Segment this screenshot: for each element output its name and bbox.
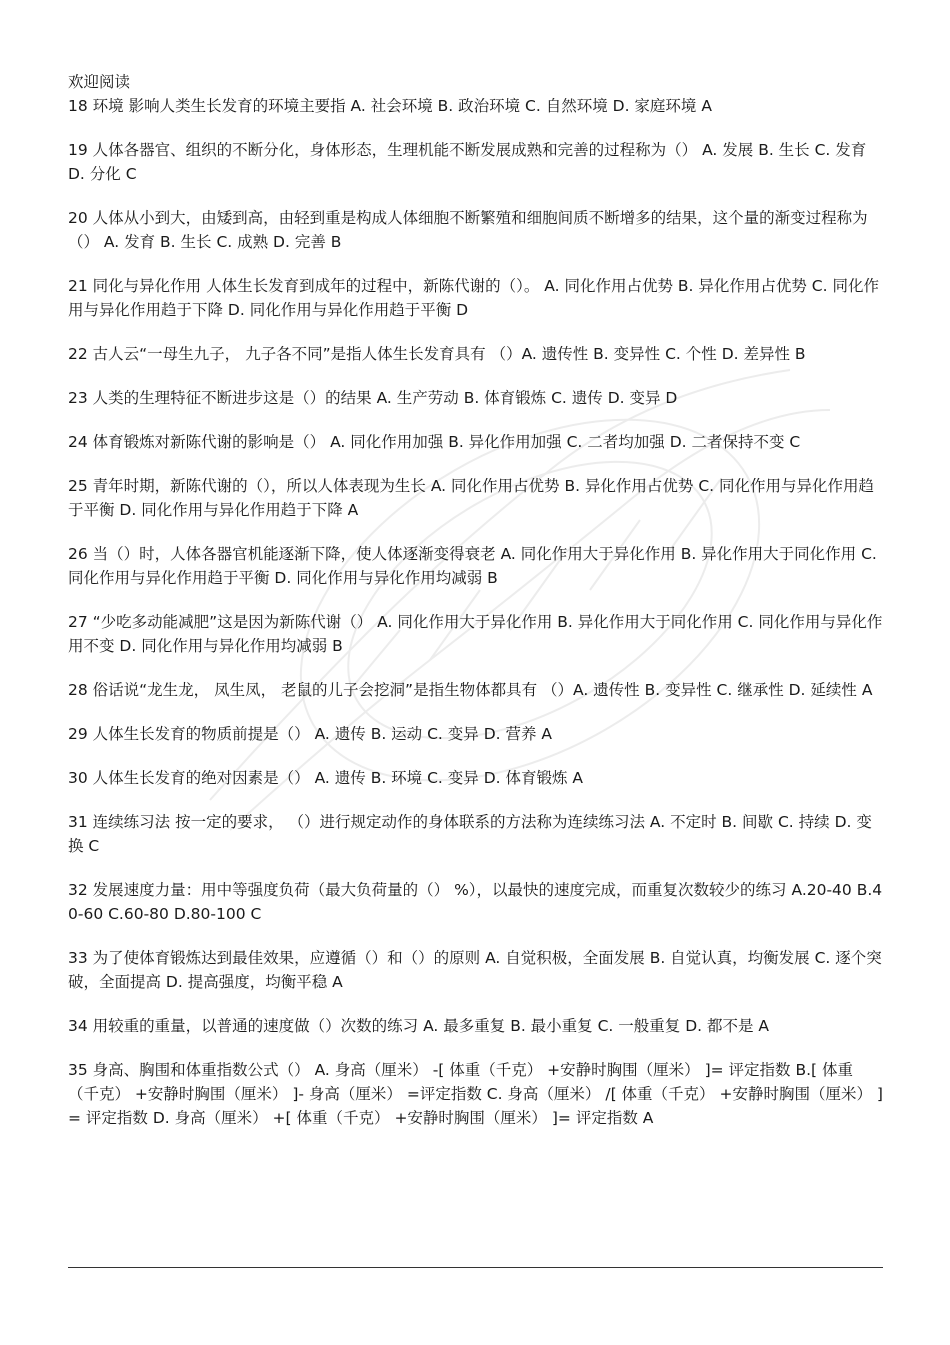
question-33: 33 为了使体育锻炼达到最佳效果，应遵循（）和（）的原则 A. 自觉积极，全面发展 B. 自觉认真，均衡发展 C. 逐个突破，全面提高 D. 提高强度，均衡平稳 A xyxy=(68,949,882,991)
question-32: 32 发展速度力量：用中等强度负荷（最大负荷量的（） %），以最快的速度完成，而重复次数较少的练习 A.20-40 B.40-60 C.60-80 D.80-100 C xyxy=(68,881,883,923)
document-body xyxy=(68,70,883,1150)
question-21: 21 同化与异化作用 人体生长发育到成年的过程中，新陈代谢的（）。 A. 同化作用占优势 B. 异化作用占优势 C. 同化作用与异化作用趋于下降 D. 同化作用与异化作用趋于平衡 D xyxy=(68,277,879,319)
question-26: 26 当（）时，人体各器官机能逐渐下降，使人体逐渐变得衰老 A. 同化作用大于异化作用 B. 异化作用大于同化作用 C. 同化作用与异化作用趋于平衡 D. 同化作用与异化作用均减弱 B xyxy=(68,545,877,587)
question-27: 27 “少吃多动能减肥”这是因为新陈代谢（） A. 同化作用大于异化作用 B. 异化作用大于同化作用 C. 同化作用与异化作用不变 D. 同化作用与异化作用均减弱 B xyxy=(68,613,883,655)
question-20: 20 人体从小到大，由矮到高，由轻到重是构成人体细胞不断繁殖和细胞间质不断增多的结果，这个量的渐变过程称为（） A. 发育 B. 生长 C. 成熟 D. 完善 B xyxy=(68,209,868,251)
question-23: 23 人类的生理特征不断进步这是（）的结果 A. 生产劳动 B. 体育锻炼 C. 遗传 D. 变异 D xyxy=(68,389,678,407)
question-28: 28 俗话说“龙生龙， 凤生凤， 老鼠的儿子会挖洞”是指生物体都具有 （）A. 遗传性 B. 变异性 C. 继承性 D. 延续性 A xyxy=(68,681,873,699)
question-24: 24 体育锻炼对新陈代谢的影响是（） A. 同化作用加强 B. 异化作用加强 C. 二者均加强 D. 二者保持不变 C xyxy=(68,433,801,451)
question-31: 31 连续练习法 按一定的要求， （）进行规定动作的身体联系的方法称为连续练习法 A. 不定时 B. 间歇 C. 持续 D. 变换 C xyxy=(68,813,872,855)
question-19: 19 人体各器官、组织的不断分化，身体形态，生理机能不断发展成熟和完善的过程称为（） A. 发展 B. 生长 C. 发育 D. 分化 C xyxy=(68,141,867,183)
footer-rule xyxy=(68,1267,883,1268)
question-18: 18 环境 影响人类生长发育的环境主要指 A. 社会环境 B. 政治环境 C. 自然环境 D. 家庭环境 A xyxy=(68,97,712,115)
question-22: 22 古人云“一母生九子， 九子各不同”是指人体生长发育具有 （）A. 遗传性 B. 变异性 C. 个性 D. 差异性 B xyxy=(68,345,806,363)
question-25: 25 青年时期，新陈代谢的（），所以人体表现为生长 A. 同化作用占优势 B. 异化作用占优势 C. 同化作用与异化作用趋于平衡 D. 同化作用与异化作用趋于下降 A xyxy=(68,477,875,519)
question-30: 30 人体生长发育的绝对因素是（） A. 遗传 B. 环境 C. 变异 D. 体育锻炼 A xyxy=(68,769,584,787)
question-35: 35 身高、胸围和体重指数公式（） A. 身高（厘米） -[ 体重（千克） +安静时胸围（厘米） ]= 评定指数 B.[ 体重（千克） +安静时胸围（厘米） ]- 身高（厘米） =评定指数 C. 身高（厘米） /[ 体重（千克） +安静时胸围（厘米） ]= 评定指数 D. 身高（厘米） +[ 体重（千克） +安静时胸围（厘米） ]= 评定指数 A xyxy=(68,1061,883,1127)
page-header: 欢迎阅读 xyxy=(68,73,131,91)
question-29: 29 人体生长发育的物质前提是（） A. 遗传 B. 运动 C. 变异 D. 营养 A xyxy=(68,725,553,743)
question-34: 34 用较重的重量，以普通的速度做（）次数的练习 A. 最多重复 B. 最小重复 C. 一般重复 D. 都不是 A xyxy=(68,1017,770,1035)
